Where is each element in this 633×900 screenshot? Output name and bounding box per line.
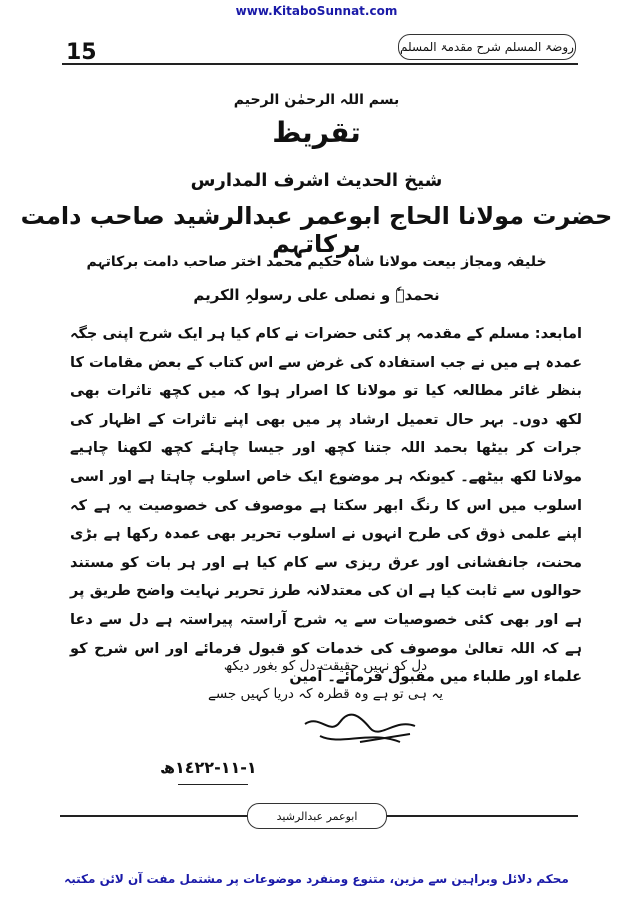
date-underline [178,784,248,785]
body-paragraph: امابعد: مسلم کے مقدمہ پر کئی حضرات نے کام کیا ہر ایک شرح اپنی جگہ عمدہ ہے میں نے جب استفادہ کی غرض سے اس کتاب کے بعض مقامات کا بنظر غائر مطالعہ کیا تو مولانا کا اصرار ہوا کہ میں کچھ تاثرات بھی لکھ دوں۔ بہر حال تعمیل ارشاد پر میں بھی اپنے تاثرات کے اظہار کی جرات کر بیٹھا بحمد اللہ جتنا کچھ اور جیسا چاہئے کچھ لکھنا چاہیے مولانا لکھ بیٹھے۔ کیونکہ ہر موضوع ایک خاص اسلوب چاہتا ہے اور اسی اسلوب میں اس کا رنگ ابھر سکتا ہے موصوف کی خصوصیت یہ ہے کہ اپنے علمی ذوق کی طرح انہوں نے اسلوب تحریر بھی عمدہ رکھا ہے بڑی محنت، جانفشانی اور عرق ریزی سے کام کیا ہے اور ہر بات کو مستند حوالوں سے ثابت کیا ہے ان کی معتدلانہ طرز تحریر نہایت واضح طریق پر ہے اور بھی کئی خصوصیات سے یہ شرح آراستہ پیراستہ ہے دل سے دعا ہے کہ اللہ تعالیٰ موصوف کی خدمات کو قبول فرمائے اور اس شرح کو علماء اور طلباء میں مقبول فرمائے۔ آمین [70,326,582,686]
nahmaduhu-line: نحمدہٗ و نصلی علی رسولہِ الکریم [193,286,440,304]
verse [0,652,633,708]
khalifa-line: خلیفہ ومجاز بیعت مولانا شاہ حکیم محمد اختر صاحب دامت برکاتہم [86,254,547,270]
signature [300,712,420,750]
author-name: حضرت مولانا الحاج ابوعمر عبدالرشید صاحب دامت برکاتہم [20,202,613,258]
subtitle: شیخ الحدیث اشرف المدارس [190,170,443,191]
running-head: روضۃ المسلم شرح مقدمۃ المسلم [398,34,576,60]
footer-cartouche: ابوعمر عبدالرشید [247,803,387,829]
page-title: تقریظ [272,116,361,149]
verse-line-2: یہ ہی تو ہے وہ قطرہ کہ دریا کہیں جسے [207,686,444,702]
page-number: 15 [66,40,97,65]
bismillah: بسم اللہ الرحمٰن الرحیم [233,92,400,108]
library-caption: محکم دلائل وبراہین سے مزین، متنوع ومنفرد موضوعات پر مشتمل مفت آن لائن مکتبہ [64,872,569,886]
site-url[interactable]: www.KitaboSunnat.com [235,4,398,18]
date: ١-١١-١٤٢٢ھ [160,758,257,777]
header-rule [62,63,578,65]
verse-line-1: دل کو نہیں حقیقت دل کو بغور دیکھ [223,658,428,674]
